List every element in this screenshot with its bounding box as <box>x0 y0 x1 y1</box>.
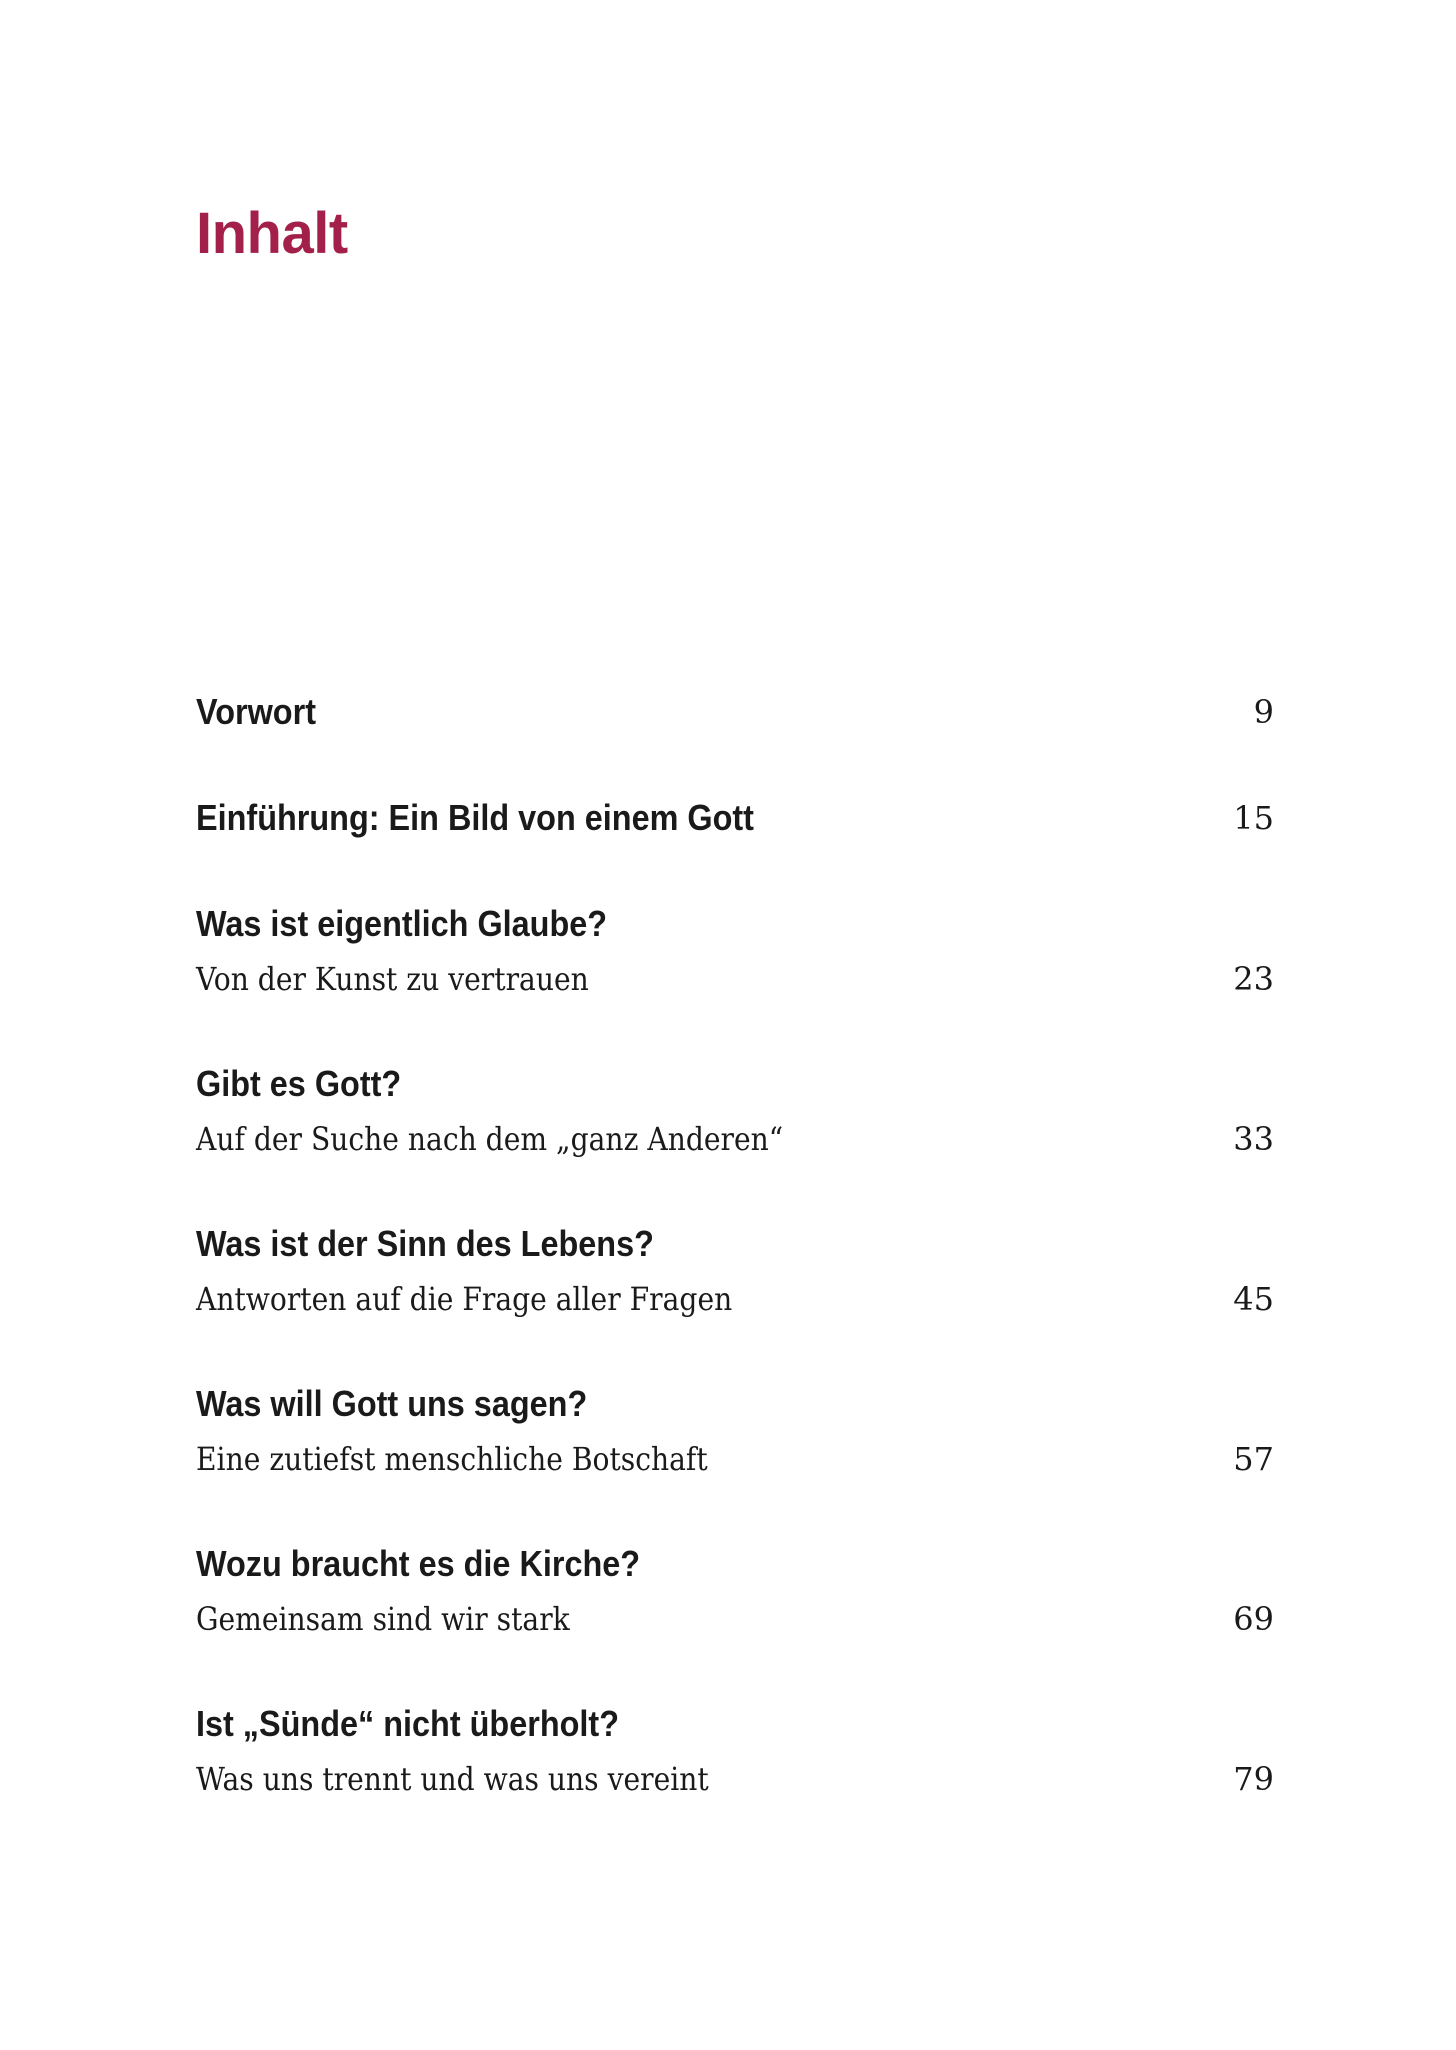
toc-entry-subtitle: Auf der Suche nach dem „ganz Anderen“ <box>196 1120 784 1158</box>
toc-entry-title: Einführung: Ein Bild von einem Gott <box>196 797 754 838</box>
toc-entry-botschaft <box>196 1377 1274 1486</box>
toc-entry-title: Wozu braucht es die Kirche? <box>196 1543 641 1584</box>
toc-entry-page-number: 15 <box>1233 799 1274 837</box>
toc-entry-page-number: 45 <box>1233 1280 1274 1318</box>
toc-entry-subtitle: Von der Kunst zu vertrauen <box>196 960 589 998</box>
toc-entry-page-number: 33 <box>1233 1120 1274 1158</box>
toc-entry-title: Gibt es Gott? <box>196 1063 402 1104</box>
toc-entry-gott <box>196 1057 1274 1166</box>
toc-entry-suende <box>196 1697 1274 1806</box>
toc-entry-subtitle: Eine zutiefst menschliche Botschaft <box>196 1440 708 1478</box>
toc-entry-kirche <box>196 1537 1274 1646</box>
toc-entry-title: Ist „Sünde“ nicht überholt? <box>196 1703 619 1744</box>
table-of-contents <box>196 685 1274 1857</box>
toc-entry-page-number: 79 <box>1233 1760 1274 1798</box>
toc-entry-einfuehrung <box>196 791 1274 845</box>
page-title: Inhalt <box>196 201 348 266</box>
toc-entry-vorwort <box>196 685 1274 739</box>
toc-entry-sinn <box>196 1217 1274 1326</box>
toc-entry-glaube <box>196 897 1274 1006</box>
toc-entry-page-number: 23 <box>1233 960 1274 998</box>
toc-entry-page-number: 57 <box>1233 1440 1274 1478</box>
toc-entry-page-number: 9 <box>1253 693 1274 731</box>
toc-entry-title: Vorwort <box>196 691 317 732</box>
toc-entry-subtitle: Was uns trennt und was uns vereint <box>196 1760 709 1798</box>
toc-entry-subtitle: Gemeinsam sind wir stark <box>196 1600 570 1638</box>
toc-entry-title: Was ist eigentlich Glaube? <box>196 903 608 944</box>
toc-entry-subtitle: Antworten auf die Frage aller Fragen <box>196 1280 733 1318</box>
toc-entry-title: Was ist der Sinn des Lebens? <box>196 1223 654 1264</box>
toc-entry-page-number: 69 <box>1233 1600 1274 1638</box>
toc-entry-title: Was will Gott uns sagen? <box>196 1383 588 1424</box>
